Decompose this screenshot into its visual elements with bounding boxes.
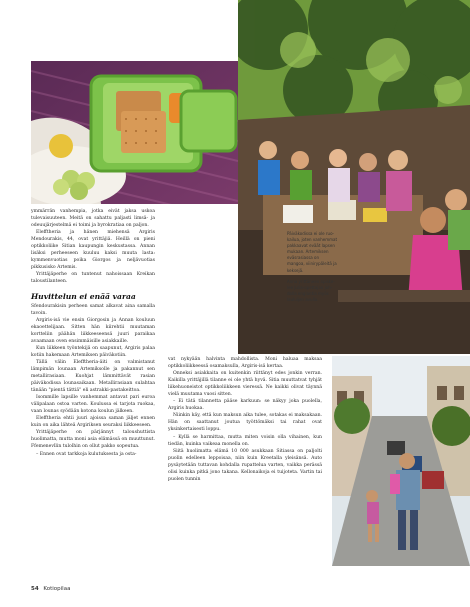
magazine-name: Kotiopilaa — [43, 586, 71, 592]
classroom-illustration — [238, 0, 470, 354]
body-paragraph: Tällä välin Elefftheria-äiti on valmistanut lämpimän lounaan Artemiksolle ja pakannut sen metallirasiaan. Kuohjat lämmittävät rasian päiväkodissa lounasaikaan. Metallirasiaan sulahtaa tänään "pientä tättiä" eli astrakki-pastakeittoa. — [31, 359, 155, 394]
section-subheading: Huvittelun ei enää varaa — [31, 291, 136, 301]
body-paragraph: Siitä huolimatta elämä 10 000 asukkaan Sitiassa on paljolti puolin edelleen leppoisaa, niin kuin Kreetalla yleisänsä. Auto pysäytetään tuttavan kohdalla rupattelua varten, vaikka perässä olisi kuinka pitkä jono takana. Kellonaikoja ei tuijoteta. Vartin tai puolen tunnin — [168, 448, 322, 482]
body-paragraph: – Kyllä se harmittaa, mutta miten voisin olla vihainen, kun tiedän, kuinka vaikeaa monella on. — [168, 434, 322, 447]
body-paragraph: – Ennen ovat tarkkoja kulutuksesta ja osta- — [36, 451, 137, 457]
lunchbox-illustration — [31, 61, 238, 204]
body-paragraph: ymmärrän vanhempia, jotka eivät jaksa uskoa tulevaisuuteen. Meitä on sahattu paljasti limsä- ja odeuujärjestelmä ei toimi ja byrokratiaa on paljon. — [31, 209, 155, 229]
body-paragraph: vat nykyään halvinta mahdollista. Moni haluaa maksaa optikkoliikkeessä osamaksulla, Argiris-isä kertaa. — [168, 357, 322, 370]
body-paragraph: Niinkin käy, että kun maksun aika tulee, sotakas ei maksakaan. Hän on saattanut joutua työttömäksi tai rahat ovat yksinkertaisesti loppu. — [168, 413, 322, 433]
article-column-2 — [168, 356, 322, 483]
caption-paragraph: Päiväkodissa ei ole ruokailua, joten vanhemmat pakkaavat eväät lapsen mukaan. Artemiksen eväsrasiassa on mangoa, viinirypäleitä ja keksejä. — [287, 231, 338, 273]
body-paragraph: Argiris-isä vie ensin Giorgosin ja Annan kouluun ekaoettelijaan. Sitten hän kiirehtii muutaman kortteliin päähän liikkeeseensä juuri paraikaa avaamaan oven ensimmäisille asiakkaille. — [31, 317, 155, 344]
body-paragraph: Sfendourakisin perheen samat alkavat aina samalla tavoin. — [31, 303, 155, 316]
classroom-photo — [238, 0, 470, 354]
body-paragraph: Yrittäjäperhe on pärjännyt taloushuttista huolimatta, mutta moni asia elämässä on muuttunut. Ffemenevllin tulolhin on ollut pakko sopeutua. — [31, 430, 155, 450]
page-footer — [31, 586, 70, 592]
street-photo — [332, 356, 470, 566]
photo-caption — [287, 231, 337, 308]
body-paragraph: Yrittäjäperhe on tuntenut nahoissaan Kreikan taloustilanteen. — [31, 272, 155, 285]
page-number: 54 — [31, 586, 39, 592]
body-paragraph: – Ei tätä tilannetta pääse karkuun: se näkyy joka puolella, Argiris huokaa. — [168, 399, 322, 412]
street-illustration — [332, 356, 470, 566]
caption-paragraph: Anna yrittäneen opiskelee Julia-opettajan johdolla englantia myös lauluijen avulla. — [287, 278, 335, 302]
lunchbox-photo — [31, 61, 238, 204]
body-paragraph: Elefftheria ja hänen miehensä Argiris Mendourakis, 44, ovat yrittäjiä. Heillä on pieni optikkoliike Sitian kaupungin keskustassa. Annan lisäksi perheeseen kuuluu kaksi muuta lasta: kymmenvuotias poika Giorgos ja neljävuotias pikkusisko Artemis. — [31, 230, 155, 271]
body-paragraph: Isommille lapsille vanhemmat antavat pari euroa välipalaan ostoa varten. Koulussa ei tarjota ruokaa, vaan lounas syödään kotona koulun jälkeen. — [31, 395, 155, 415]
body-paragraph: Kun liikkeen työntekijä on saapunut, Argiris palaa kotiin hakemaan Artemiksen päiväkotiin. — [31, 345, 155, 358]
article-column-1 — [31, 208, 155, 458]
body-paragraph: Elefftheria ehtii juuri ajoissa saman jäljet ennen kuin on aika lähteä Argiriksen seuraksi liikkeeseen. — [31, 416, 155, 429]
body-paragraph: Onneksi asiakkaita on kuitenkin riittänyt edes jonkin verran. Kaikilla yrittäjillä tilanne ei ole yhtä hyvä. Sitia muuttatvat tyhjät liikehuoneistot optikkoliikkeen vieressä. Ne kaikki olivat täynnä vielä muutama vuosi sitten. — [168, 371, 322, 398]
